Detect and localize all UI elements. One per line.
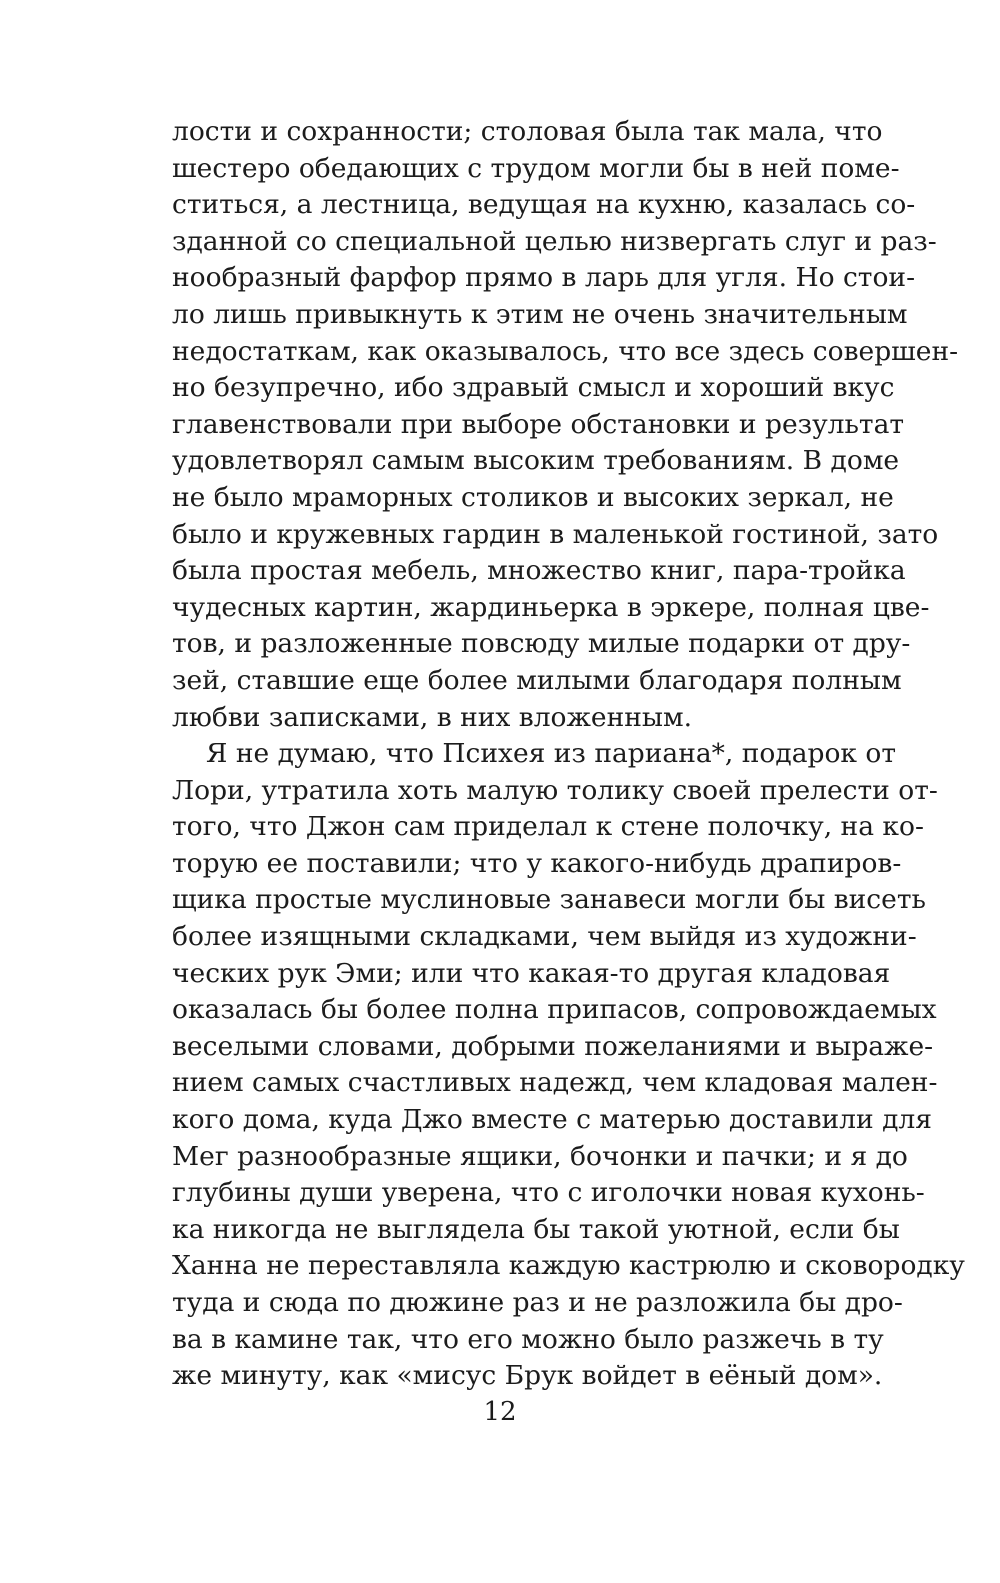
text-line: глубины души уверена, что с иголочки новая кухонь- [172, 1177, 925, 1209]
text-line: же минуту, как «мисус Брук войдет в еёный дом». [172, 1360, 883, 1392]
text-line: Ханна не переставляла каждую кастрюлю и сковородку [172, 1250, 965, 1282]
text-line: нием самых счастливых надежд, чем кладовая мален- [172, 1067, 938, 1099]
text-line: Лори, утратила хоть малую толику своей прелести от- [172, 774, 938, 806]
text-line: нообразный фарфор прямо в ларь для угля. Но стои- [172, 262, 916, 294]
text-line: была простая мебель, множество книг, пара-тройка [172, 555, 906, 587]
text-line: щика простые муслиновые занавеси могли бы висеть [172, 884, 926, 916]
text-line: было и кружевных гардин в маленькой гостиной, зато [172, 518, 939, 550]
paragraph [172, 736, 965, 1395]
text-line: того, что Джон сам приделал к стене полочку, на ко- [172, 811, 924, 843]
text-line: чудесных картин, жардиньерка в эркере, полная цве- [172, 591, 930, 623]
page-number: 12 [483, 1397, 517, 1427]
text-line: но безупречно, ибо здравый смысл и хороший вкус [172, 372, 895, 404]
text-line: ститься, а лестница, ведущая на кухню, казалась со- [172, 189, 916, 221]
text-line: любви записками, в них вложенным. [172, 701, 693, 733]
paragraph [172, 114, 959, 736]
text-line: ческих рук Эми; или что какая-то другая кладовая [172, 957, 891, 989]
text-line: кого дома, куда Джо вместе с матерью доставили для [172, 1104, 932, 1136]
text-line: главенствовали при выборе обстановки и результат [172, 408, 905, 440]
text-line: лости и сохранности; столовая была так мала, что [172, 116, 883, 147]
text-line: шестеро обедающих с трудом могли бы в ней поме- [172, 152, 900, 184]
body-text [172, 114, 965, 1395]
text-line: Я не думаю, что Психея из париана*, подарок от [206, 738, 897, 770]
text-line: недостаткам, как оказывалось, что все здесь совершен- [172, 335, 959, 367]
text-line: тов, и разложенные повсюду милые подарки от дру- [172, 628, 911, 660]
text-line: веселыми словами, добрыми пожеланиями и выраже- [172, 1030, 934, 1062]
text-line: зданной со специальной целью низвергать слуг и раз- [172, 225, 937, 257]
text-line: туда и сюда по дюжине раз и не разложила бы дро- [172, 1287, 903, 1318]
text-line: зей, ставшие еще более милыми благодаря полным [172, 664, 902, 696]
text-line: ло лишь привыкнуть к этим не очень значительным [172, 298, 908, 330]
text-line: оказалась бы более полна припасов, сопровождаемых [172, 994, 937, 1026]
text-line: торую ее поставили; что у какого-нибудь драпиров- [172, 847, 902, 879]
text-line: удовлетворял самым высоким требованиям. В доме [172, 445, 900, 477]
text-line: ва в камине так, что его можно было разжечь в ту [172, 1323, 884, 1355]
text-line: Мег разнообразные ящики, бочонки и пачки; и я до [172, 1140, 908, 1172]
text-line: не было мраморных столиков и высоких зеркал, не [172, 481, 894, 513]
text-line: ка никогда не выглядела бы такой уютной, если бы [172, 1213, 900, 1245]
text-line: более изящными складками, чем выйдя из художни- [172, 921, 917, 953]
